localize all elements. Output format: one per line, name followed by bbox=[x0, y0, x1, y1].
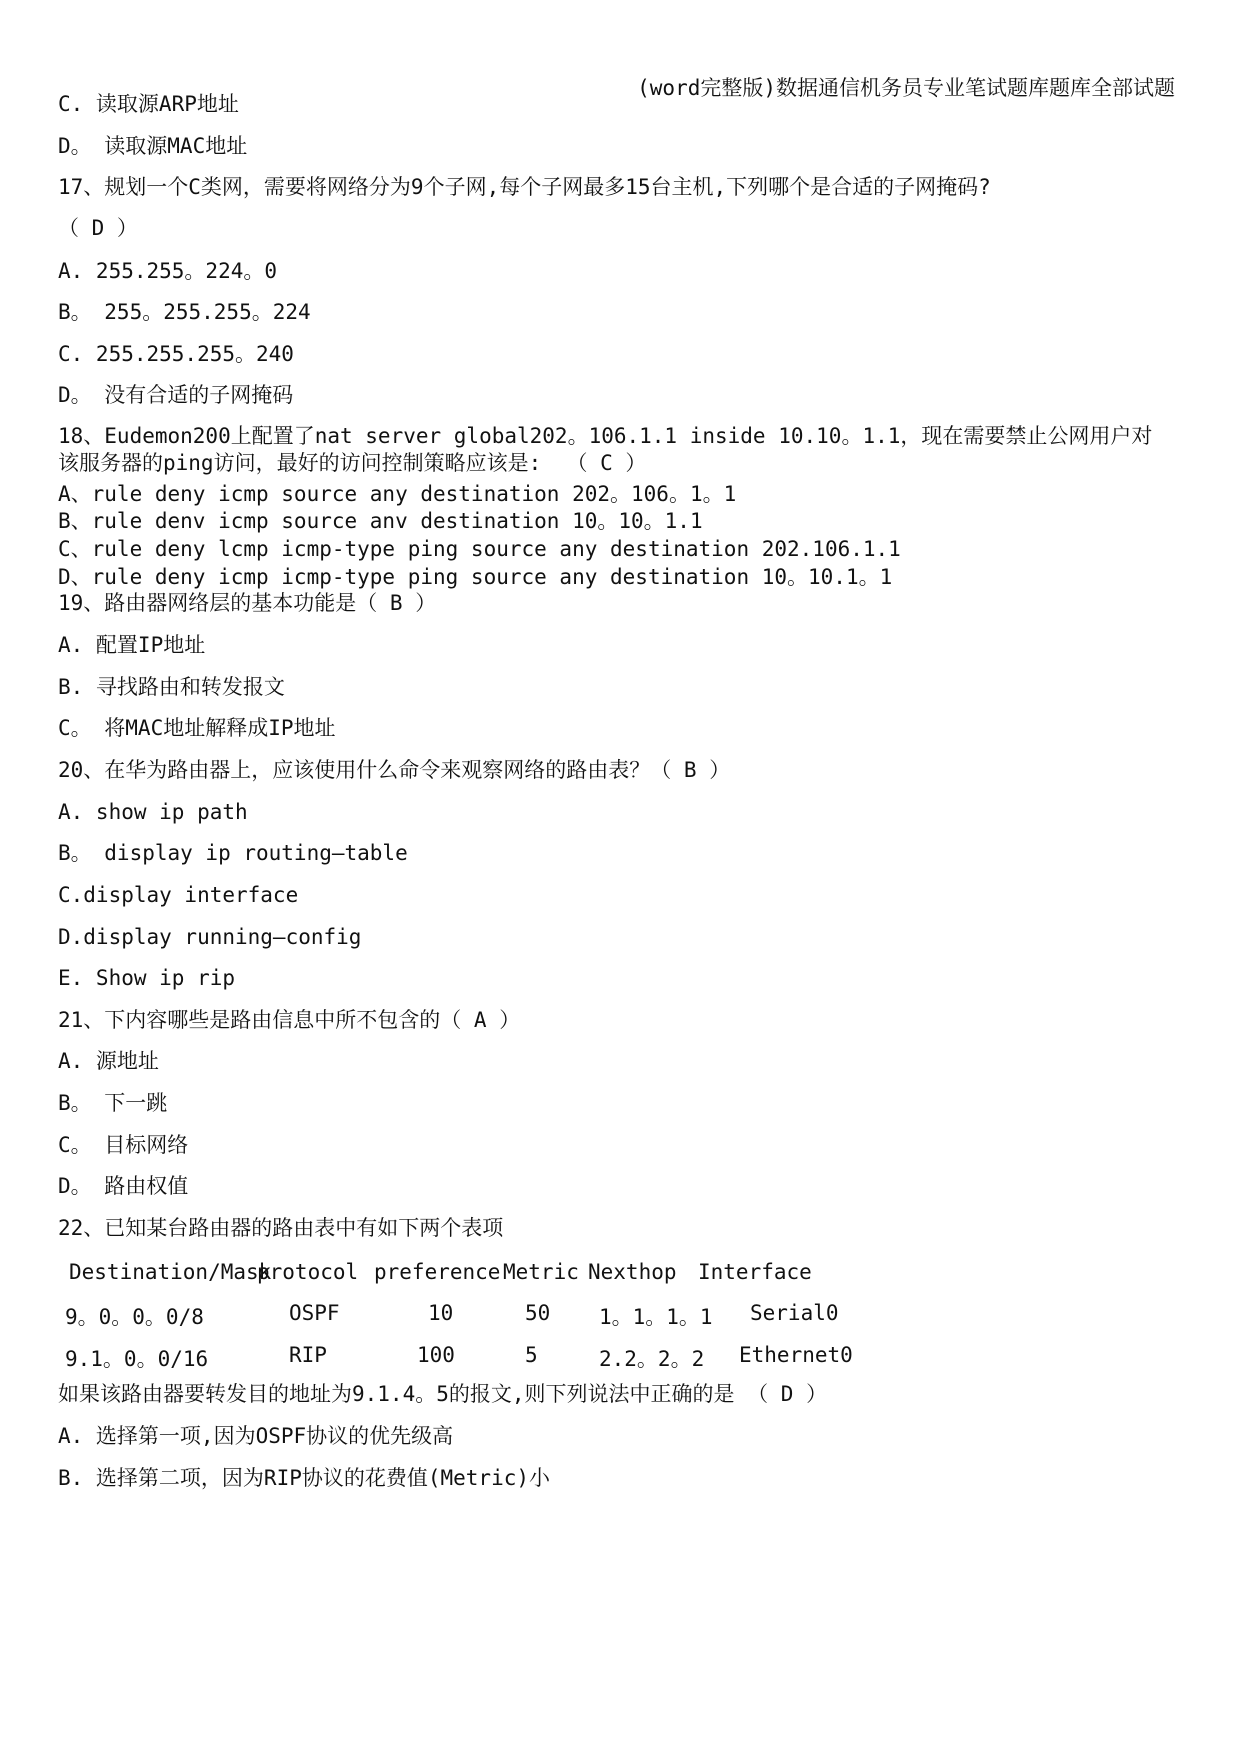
question-18-cont: 该服务器的ping访问，最好的访问控制策略应该是: （ C ） bbox=[58, 451, 647, 475]
table-cell-nexthop: 1。1。1。1 bbox=[599, 1305, 713, 1329]
option-b: B. 选择第二项，因为RIP协议的花费值(Metric)小 bbox=[58, 1466, 551, 1490]
option-d: D。 路由权值 bbox=[58, 1174, 189, 1198]
question-21: 21、下内容哪些是路由信息中所不包含的（ A ） bbox=[58, 1008, 521, 1032]
option-c: C. 255.255.255。240 bbox=[58, 342, 294, 366]
option-c: C.display interface bbox=[58, 883, 299, 907]
table-cell-nexthop: 2.2。2。2 bbox=[599, 1347, 705, 1371]
question-19: 19、路由器网络层的基本功能是（ B ） bbox=[58, 591, 437, 615]
option-c: C。 目标网络 bbox=[58, 1133, 189, 1157]
table-header-nexthop: Nexthop bbox=[588, 1260, 677, 1284]
option-a: A、rule deny icmp source any destination 202。106。1。1 bbox=[58, 482, 737, 506]
table-cell-destination: 9.1。0。0/16 bbox=[65, 1347, 209, 1371]
table-cell-metric: 5 bbox=[525, 1343, 538, 1367]
question-17: 17、规划一个C类网，需要将网络分为9个子网,每个子网最多15台主机,下列哪个是合适的子网掩码? bbox=[58, 175, 991, 199]
option-b: B。 下一跳 bbox=[58, 1091, 168, 1115]
table-header-metric: Metric bbox=[503, 1260, 579, 1284]
question-18: 18、Eudemon200上配置了nat server global202。106.1.1 inside 10.10。1.1，现在需要禁止公网用户对 bbox=[58, 424, 1153, 448]
table-header-interface: Interface bbox=[698, 1260, 812, 1284]
option-a: A. show ip path bbox=[58, 800, 248, 824]
table-header-protocol: protocol bbox=[257, 1260, 359, 1284]
option-c: C、rule deny lcmp icmp-type ping source any destination 202.106.1.1 bbox=[58, 537, 901, 561]
page-header: (word完整版)数据通信机务员专业笔试题库题库全部试题 bbox=[637, 76, 1175, 100]
route-table bbox=[58, 1260, 958, 1380]
question-22-cont: 如果该路由器要转发目的地址为9.1.4。5的报文,则下列说法中正确的是 （ D ） bbox=[58, 1382, 828, 1406]
table-cell-interface: Serial0 bbox=[750, 1301, 839, 1325]
question-20: 20、在华为路由器上，应该使用什么命令来观察网络的路由表？（ B ） bbox=[58, 758, 731, 782]
option-b: B. 寻找路由和转发报文 bbox=[58, 675, 285, 699]
option-d: D。 没有合适的子网掩码 bbox=[58, 383, 294, 407]
option-c: C。 将MAC地址解释成IP地址 bbox=[58, 716, 336, 740]
option-d-line: D。 读取源MAC地址 bbox=[58, 134, 248, 158]
option-d: D.display running—config bbox=[58, 925, 362, 949]
option-a: A. 配置IP地址 bbox=[58, 633, 206, 657]
option-a: A. 源地址 bbox=[58, 1049, 159, 1073]
option-e: E. Show ip rip bbox=[58, 966, 236, 990]
answer-17: （ D ） bbox=[58, 216, 138, 240]
table-cell-destination: 9。0。0。0/8 bbox=[65, 1305, 204, 1329]
option-d: D、rule deny icmp icmp-type ping source any destination 10。10.1。1 bbox=[58, 565, 893, 589]
option-b: B。 255。255.255。224 bbox=[58, 300, 311, 324]
table-cell-interface: Ethernet0 bbox=[739, 1343, 853, 1367]
option-a: A. 255.255。224。0 bbox=[58, 259, 278, 283]
table-cell-protocol: OSPF bbox=[289, 1301, 340, 1325]
option-b: B、rule denv icmp source anv destination 10。10。1.1 bbox=[58, 509, 703, 533]
table-cell-preference: 100 bbox=[417, 1343, 455, 1367]
table-cell-preference: 10 bbox=[428, 1301, 454, 1325]
table-header-preference: preference bbox=[374, 1260, 501, 1284]
option-b: B。 display ip routing—table bbox=[58, 841, 408, 865]
table-cell-metric: 50 bbox=[525, 1301, 551, 1325]
table-cell-protocol: RIP bbox=[289, 1343, 327, 1367]
option-a: A. 选择第一项,因为OSPF协议的优先级高 bbox=[58, 1424, 454, 1448]
table-header-destination: Destination/Mask bbox=[69, 1260, 272, 1284]
question-22: 22、已知某台路由器的路由表中有如下两个表项 bbox=[58, 1216, 504, 1240]
option-c-line: C. 读取源ARP地址 bbox=[58, 92, 239, 116]
